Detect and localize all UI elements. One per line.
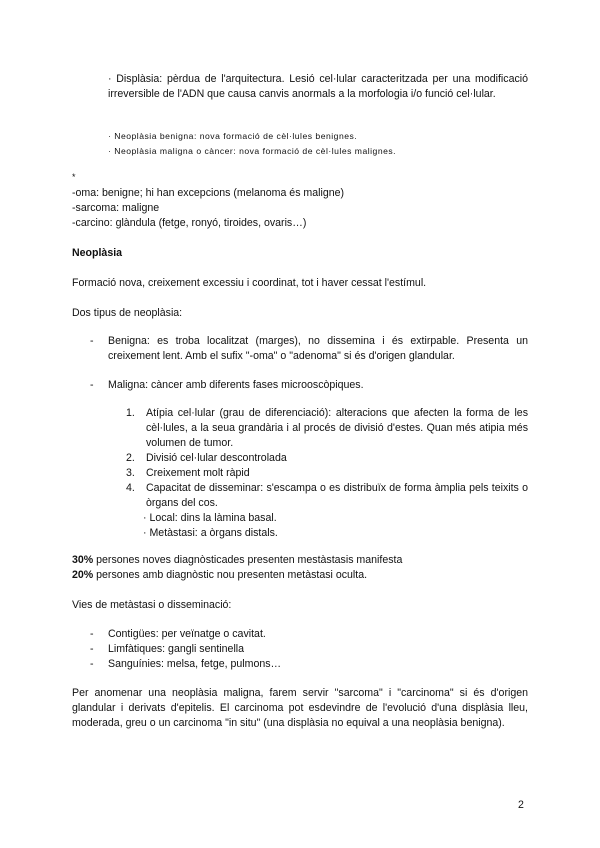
section-title: Neoplàsia xyxy=(72,247,123,259)
list-item xyxy=(126,451,528,466)
list-item xyxy=(126,481,528,511)
phase-text: Capacitat de disseminar: s'escampa o es distribuïx de forma àmplia pels teixits o òrgans del cos. xyxy=(146,482,528,509)
dash-marker: - xyxy=(90,658,94,670)
route-text: Contigües: per veïnatge o cavitat. xyxy=(108,628,266,640)
list-item xyxy=(126,466,528,481)
neoplasia-definition: Formació nova, creixement excessiu i coordinat, tot i haver cessat l'estímul. xyxy=(72,277,427,289)
phase-text: Creixement molt ràpid xyxy=(146,467,250,479)
page-number: 2 xyxy=(518,799,524,811)
displasia-definition: · Displàsia: pèrdua de l'arquitectura. Lesió cel·lular caracteritzada per una modificació irreversible de l'ADN que causa canvis anormals a la morfologia i/o funció cel·lular. xyxy=(108,73,528,100)
dash-marker: - xyxy=(90,379,94,391)
malignant-type-text: Maligna: càncer amb diferents fases microoscòpiques. xyxy=(108,379,364,391)
closing-paragraph: Per anomenar una neoplàsia maligna, farem servir "sarcoma" i "carcinoma" si és d'origen glandular i derivats d'epitelis. El carcinoma pot esdevindre de l'evolució d'una displàsia lleu, moderada, greu o un carcinoma "in situ" (una displàsia no equival a una neoplàsia benigna). xyxy=(72,687,528,729)
list-item xyxy=(90,627,528,642)
list-item xyxy=(126,406,528,451)
list-number: 4. xyxy=(126,482,135,494)
suffix-carcino: -carcino: glàndula (fetge, ronyó, tiroides, ovaris…) xyxy=(72,217,307,229)
stat-text: persones amb diagnòstic nou presenten metàstasi oculta. xyxy=(93,569,368,581)
stat-percent: 30% xyxy=(72,554,94,566)
dash-marker: - xyxy=(90,643,94,655)
route-text: Sanguínies: melsa, fetge, pulmons… xyxy=(108,658,282,670)
list-item xyxy=(90,378,528,393)
benign-type-text: Benigna: es troba localitzat (marges), no dissemina i és extirpable. Presenta un creixement lent. Amb el sufix "-oma" o "adenoma" si és d'origen glandular. xyxy=(108,335,528,362)
stat-line xyxy=(72,553,532,568)
dash-marker: - xyxy=(90,628,94,640)
dash-marker: - xyxy=(90,335,94,347)
stat-text: persones noves diagnòsticades presenten mestàstasis manifesta xyxy=(93,554,403,566)
list-number: 2. xyxy=(126,452,135,464)
suffix-oma: -oma: benigne; hi han excepcions (melanoma és maligne) xyxy=(72,187,345,199)
list-item xyxy=(90,334,528,364)
spread-local: · Local: dins la làmina basal. xyxy=(143,512,277,524)
types-intro: Dos tipus de neoplàsia: xyxy=(72,307,183,319)
malignant-neoplasia-definition: · Neoplàsia maligna o càncer: nova formació de cèl·lules malignes. xyxy=(108,146,397,156)
benign-neoplasia-definition: · Neoplàsia benigna: nova formació de cèl·lules benignes. xyxy=(108,131,358,141)
suffix-sarcoma: -sarcoma: maligne xyxy=(72,202,160,214)
list-item xyxy=(90,657,528,672)
stat-line xyxy=(72,568,532,583)
phase-text: Atípia cel·lular (grau de diferenciació): alteracions que afecten la forma de les cèl·lules, a la seua grandària i al procés de divisió d'estes. Quan més atipia més volumen de tumor. xyxy=(146,407,528,449)
spread-metastasis: · Metàstasi: a òrgans distals. xyxy=(143,527,278,539)
phase-text: Divisió cel·lular descontrolada xyxy=(146,452,287,464)
list-number: 1. xyxy=(126,407,135,419)
stat-percent: 20% xyxy=(72,569,94,581)
routes-intro: Vies de metàstasi o disseminació: xyxy=(72,599,232,611)
list-number: 3. xyxy=(126,467,135,479)
route-text: Limfàtiques: gangli sentinella xyxy=(108,643,245,655)
list-item xyxy=(90,642,528,657)
asterisk-note: * xyxy=(72,172,76,182)
